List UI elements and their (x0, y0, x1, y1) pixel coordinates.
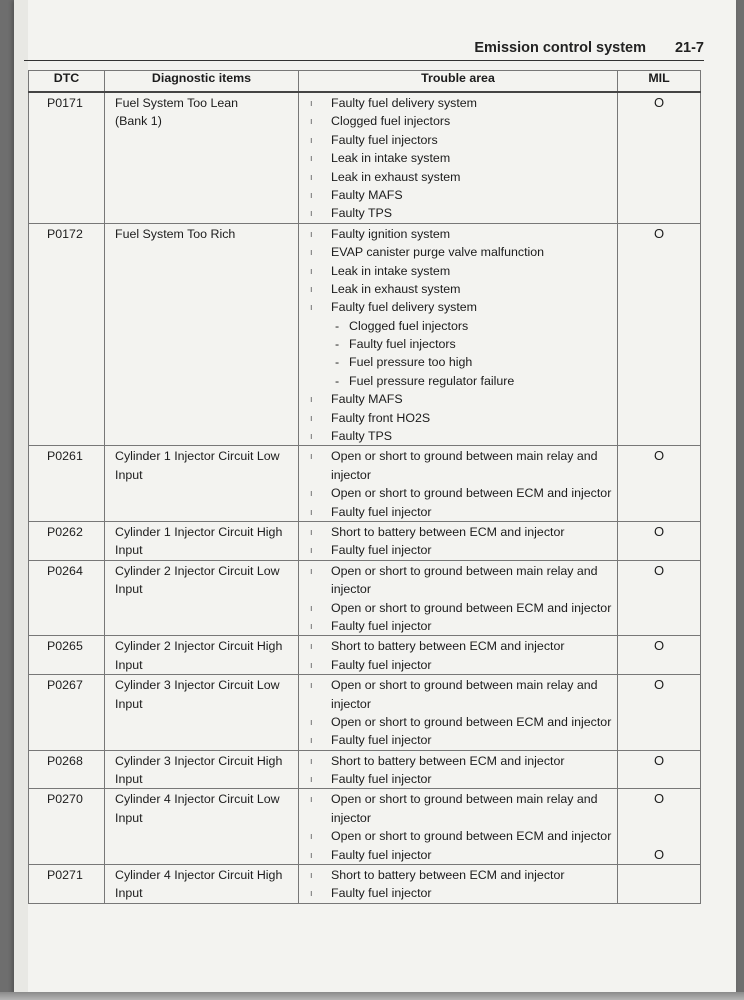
bullet-marker-icon: ı (310, 565, 313, 576)
bullet-marker-icon: ı (310, 849, 313, 860)
bullet-marker-icon: ı (310, 171, 313, 182)
bullet-marker-icon: ı (310, 526, 313, 537)
dtc-code-cell (29, 750, 105, 789)
diagnostic-item-cell (105, 675, 299, 751)
trouble-area-text: Faulty fuel injector (331, 504, 432, 519)
mil-indicator: O (653, 448, 665, 464)
trouble-area-text: Short to battery between ECM and injector (331, 639, 565, 654)
bullet-marker-icon: ı (310, 774, 313, 785)
table-row (29, 92, 701, 223)
trouble-area-item (299, 562, 617, 580)
diagnostic-item-text: (Bank 1) (115, 114, 162, 129)
trouble-area-item (299, 94, 617, 112)
trouble-area-text: injector (331, 467, 371, 482)
bullet-marker-icon: ı (310, 98, 313, 108)
trouble-area-text: Leak in intake system (331, 263, 451, 278)
bullet-marker-icon: ı (310, 153, 313, 164)
table-row (29, 675, 701, 751)
diagnostic-item-text: Input (115, 467, 143, 482)
bullet-marker-icon: ı (310, 189, 313, 200)
trouble-area-item (299, 447, 617, 465)
trouble-area-item (299, 541, 617, 559)
bullet-marker-icon: ı (310, 265, 313, 276)
trouble-area-text: Faulty front HO2S (331, 410, 431, 425)
trouble-area-item (299, 168, 617, 186)
diagnostic-item-cell (105, 789, 299, 865)
trouble-area-text: Open or short to ground between ECM and injector (331, 486, 612, 501)
dtc-code: P0261 (47, 449, 83, 464)
trouble-area-text: Faulty fuel delivery system (331, 96, 477, 110)
table-row (29, 446, 701, 522)
diagnostic-item-text: Input (115, 696, 143, 711)
trouble-area-cell (299, 446, 618, 522)
mil-cell (618, 789, 701, 865)
trouble-area-text: Clogged fuel injectors (331, 114, 451, 129)
dtc-code: P0267 (47, 678, 83, 693)
trouble-area-item (299, 503, 617, 521)
trouble-area-item (299, 112, 617, 130)
trouble-area-cell (299, 789, 618, 865)
sub-item-dash-icon: - (335, 318, 340, 333)
diagnostic-item-text: Cylinder 3 Injector Circuit High (115, 753, 283, 768)
trouble-area-item (299, 846, 617, 864)
trouble-area-text: injector (331, 696, 371, 711)
trouble-area-item (299, 713, 617, 731)
trouble-area-item (299, 409, 617, 427)
column-header-diagnostic-items: Diagnostic items (105, 71, 299, 93)
mil-cell (618, 92, 701, 223)
mil-cell (618, 750, 701, 789)
trouble-area-text: injector (331, 582, 371, 597)
trouble-area-text: Fuel pressure regulator failure (349, 373, 515, 388)
trouble-area-item (299, 731, 617, 749)
mil-cell (618, 223, 701, 446)
diagnostic-item-cell (105, 750, 299, 789)
dtc-code: P0264 (47, 563, 83, 578)
trouble-area-text: Faulty fuel injector (331, 657, 432, 672)
diagnostic-item-text: Fuel System Too Lean (115, 96, 239, 110)
bullet-marker-icon: ı (310, 431, 313, 442)
table-row (29, 560, 701, 636)
trouble-area-item (299, 427, 617, 445)
manual-page (14, 0, 736, 994)
page-bottom-edge (0, 992, 744, 1000)
trouble-area-text: Faulty fuel injector (331, 618, 432, 633)
trouble-area-item (299, 637, 617, 655)
mil-indicator: O (653, 225, 665, 241)
dtc-code: P0262 (47, 524, 83, 539)
mil-indicator (618, 809, 700, 827)
bullet-marker-icon: ı (310, 228, 313, 239)
dtc-code: P0172 (47, 226, 83, 241)
bullet-marker-icon: ı (310, 545, 313, 556)
bullet-marker-icon: ı (310, 794, 313, 805)
trouble-area-item (299, 884, 617, 902)
trouble-area-cell (299, 521, 618, 560)
diagnostic-item-text: Cylinder 1 Injector Circuit High (115, 524, 283, 539)
diagnostic-item-text: Cylinder 2 Injector Circuit High (115, 639, 283, 654)
diagnostic-item-cell (105, 521, 299, 560)
trouble-area-item (299, 866, 617, 884)
trouble-area-text: Faulty fuel injector (331, 847, 432, 862)
bullet-marker-icon: ı (310, 116, 313, 127)
trouble-area-item (299, 262, 617, 280)
trouble-area-text: Faulty fuel injector (331, 772, 432, 787)
bullet-marker-icon: ı (310, 870, 313, 881)
diagnostic-item-text: Fuel System Too Rich (115, 226, 236, 241)
table-row (29, 223, 701, 446)
diagnostic-item-cell (105, 223, 299, 446)
mil-cell (618, 636, 701, 675)
diagnostic-item-text: Cylinder 4 Injector Circuit High (115, 868, 283, 883)
trouble-area-item (299, 390, 617, 408)
table-header-row (29, 71, 701, 93)
dtc-code-cell (29, 446, 105, 522)
bullet-marker-icon: ı (310, 641, 313, 652)
trouble-area-item (299, 809, 617, 827)
trouble-area-item (299, 790, 617, 808)
trouble-area-text: Faulty MAFS (331, 392, 403, 407)
bullet-marker-icon: ı (310, 247, 313, 258)
trouble-area-item (299, 353, 617, 371)
dtc-code-cell (29, 560, 105, 636)
trouble-area-cell (299, 636, 618, 675)
trouble-area-item (299, 186, 617, 204)
dtc-code-cell (29, 789, 105, 865)
trouble-area-text: Leak in exhaust system (331, 169, 461, 184)
column-header-dtc: DTC (29, 71, 105, 93)
mil-indicator: O (653, 562, 665, 578)
trouble-area-text: Short to battery between ECM and injector (331, 868, 565, 883)
table-row (29, 521, 701, 560)
trouble-area-item (299, 243, 617, 261)
mil-indicator: O (653, 752, 665, 768)
trouble-area-text: Open or short to ground between ECM and injector (331, 600, 612, 615)
bullet-marker-icon: ı (310, 888, 313, 899)
trouble-area-item (299, 617, 617, 635)
bullet-marker-icon: ı (310, 134, 313, 145)
diagnostic-item-cell (105, 636, 299, 675)
trouble-area-item (299, 580, 617, 598)
table-row (29, 789, 701, 865)
trouble-area-item (299, 131, 617, 149)
trouble-area-item (299, 695, 617, 713)
dtc-code-cell (29, 675, 105, 751)
mil-indicator: O (653, 791, 665, 807)
trouble-area-text: Fuel pressure too high (349, 355, 473, 370)
trouble-area-cell (299, 560, 618, 636)
table-row (29, 865, 701, 904)
diagnostic-item-cell (105, 446, 299, 522)
trouble-area-text: EVAP canister purge valve malfunction (331, 245, 545, 260)
dtc-table (28, 70, 701, 904)
dtc-code: P0171 (47, 96, 83, 110)
column-header-mil: MIL (618, 71, 701, 93)
table-row (29, 636, 701, 675)
trouble-area-item (299, 298, 617, 316)
diagnostic-item-text: Cylinder 2 Injector Circuit Low (115, 563, 280, 578)
diagnostic-item-text: Input (115, 657, 143, 672)
mil-indicator: O (653, 677, 665, 693)
trouble-area-text: Short to battery between ECM and injector (331, 524, 565, 539)
mil-cell (618, 675, 701, 751)
trouble-area-text: Faulty MAFS (331, 187, 403, 202)
trouble-area-text: Faulty TPS (331, 429, 393, 444)
table-row (29, 750, 701, 789)
trouble-area-text: Open or short to ground between main relay and (331, 449, 598, 464)
mil-cell (618, 446, 701, 522)
dtc-code-cell (29, 865, 105, 904)
bullet-marker-icon: ı (310, 735, 313, 746)
dtc-code: P0270 (47, 792, 83, 807)
trouble-area-item (299, 317, 617, 335)
trouble-area-text: Open or short to ground between ECM and injector (331, 829, 612, 844)
bullet-marker-icon: ı (310, 506, 313, 517)
trouble-area-item (299, 484, 617, 502)
page-binding-edge (14, 0, 28, 994)
diagnostic-item-text: Input (115, 543, 143, 558)
sub-item-dash-icon: - (335, 355, 340, 370)
trouble-area-text: Open or short to ground between main relay and (331, 792, 598, 807)
diagnostic-item-text: Cylinder 3 Injector Circuit Low (115, 678, 280, 693)
bullet-marker-icon: ı (310, 451, 313, 462)
mil-cell (618, 560, 701, 636)
trouble-area-text: Clogged fuel injectors (349, 318, 469, 333)
diagnostic-item-cell (105, 92, 299, 223)
trouble-area-text: Short to battery between ECM and injector (331, 753, 565, 768)
sub-item-dash-icon: - (335, 373, 340, 388)
dtc-code: P0265 (47, 639, 83, 654)
trouble-area-item (299, 656, 617, 674)
bullet-marker-icon: ı (310, 412, 313, 423)
bullet-marker-icon: ı (310, 302, 313, 313)
mil-indicator: O (653, 846, 665, 862)
trouble-area-text: Faulty TPS (331, 206, 393, 221)
trouble-area-item (299, 827, 617, 845)
dtc-code-cell (29, 636, 105, 675)
trouble-area-text: Faulty fuel injector (331, 886, 432, 901)
trouble-area-item (299, 770, 617, 788)
diagnostic-item-cell (105, 865, 299, 904)
bullet-marker-icon: ı (310, 488, 313, 499)
table-body (29, 92, 701, 903)
bullet-marker-icon: ı (310, 680, 313, 691)
trouble-area-text: Faulty ignition system (331, 226, 451, 241)
trouble-area-text: Faulty fuel delivery system (331, 300, 477, 315)
mil-cell (618, 521, 701, 560)
trouble-area-text: Open or short to ground between main relay and (331, 678, 598, 693)
trouble-area-cell (299, 750, 618, 789)
dtc-code-cell (29, 92, 105, 223)
trouble-area-text: Leak in exhaust system (331, 281, 461, 296)
trouble-area-cell (299, 865, 618, 904)
trouble-area-cell (299, 223, 618, 446)
bullet-marker-icon: ı (310, 602, 313, 613)
trouble-area-text: Faulty fuel injectors (331, 132, 438, 147)
trouble-area-item (299, 335, 617, 353)
mil-indicator: O (653, 523, 665, 539)
trouble-area-item (299, 149, 617, 167)
diagnostic-item-text: Input (115, 582, 143, 597)
bullet-marker-icon: ı (310, 208, 313, 219)
bullet-marker-icon: ı (310, 659, 313, 670)
mil-indicator: O (653, 95, 665, 110)
diagnostic-item-cell (105, 560, 299, 636)
trouble-area-item (299, 752, 617, 770)
diagnostic-item-text: Input (115, 810, 143, 825)
bullet-marker-icon: ı (310, 755, 313, 766)
trouble-area-text: injector (331, 810, 371, 825)
trouble-area-text: Faulty fuel injectors (349, 337, 456, 352)
dtc-code-cell (29, 521, 105, 560)
trouble-area-item (299, 466, 617, 484)
bullet-marker-icon: ı (310, 394, 313, 405)
dtc-code: P0271 (47, 868, 83, 883)
trouble-area-text: Leak in intake system (331, 151, 451, 166)
trouble-area-item (299, 280, 617, 298)
column-header-trouble-area: Trouble area (299, 71, 618, 93)
diagnostic-item-text: Input (115, 886, 143, 901)
trouble-area-cell (299, 92, 618, 223)
mil-cell (618, 865, 701, 904)
trouble-area-item (299, 523, 617, 541)
trouble-area-item (299, 676, 617, 694)
diagnostic-item-text: Input (115, 772, 143, 787)
bullet-marker-icon: ı (310, 716, 313, 727)
section-title: Emission control system (474, 40, 646, 56)
dtc-code: P0268 (47, 753, 83, 768)
dtc-code-cell (29, 223, 105, 446)
bullet-marker-icon: ı (310, 831, 313, 842)
trouble-area-cell (299, 675, 618, 751)
trouble-area-text: Faulty fuel injector (331, 733, 432, 748)
page-header (24, 38, 704, 60)
trouble-area-item (299, 225, 617, 243)
page-number: 21-7 (674, 40, 704, 56)
bullet-marker-icon: ı (310, 620, 313, 631)
header-rule (24, 60, 704, 61)
trouble-area-item (299, 372, 617, 390)
trouble-area-item (299, 599, 617, 617)
diagnostic-item-text: Cylinder 4 Injector Circuit Low (115, 792, 280, 807)
trouble-area-text: Faulty fuel injector (331, 543, 432, 558)
trouble-area-text: Open or short to ground between ECM and injector (331, 714, 612, 729)
mil-indicator (618, 827, 700, 845)
bullet-marker-icon: ı (310, 283, 313, 294)
trouble-area-text: Open or short to ground between main relay and (331, 563, 598, 578)
mil-indicator: O (653, 638, 665, 654)
sub-item-dash-icon: - (335, 337, 340, 352)
trouble-area-item (299, 204, 617, 222)
diagnostic-item-text: Cylinder 1 Injector Circuit Low (115, 449, 280, 464)
